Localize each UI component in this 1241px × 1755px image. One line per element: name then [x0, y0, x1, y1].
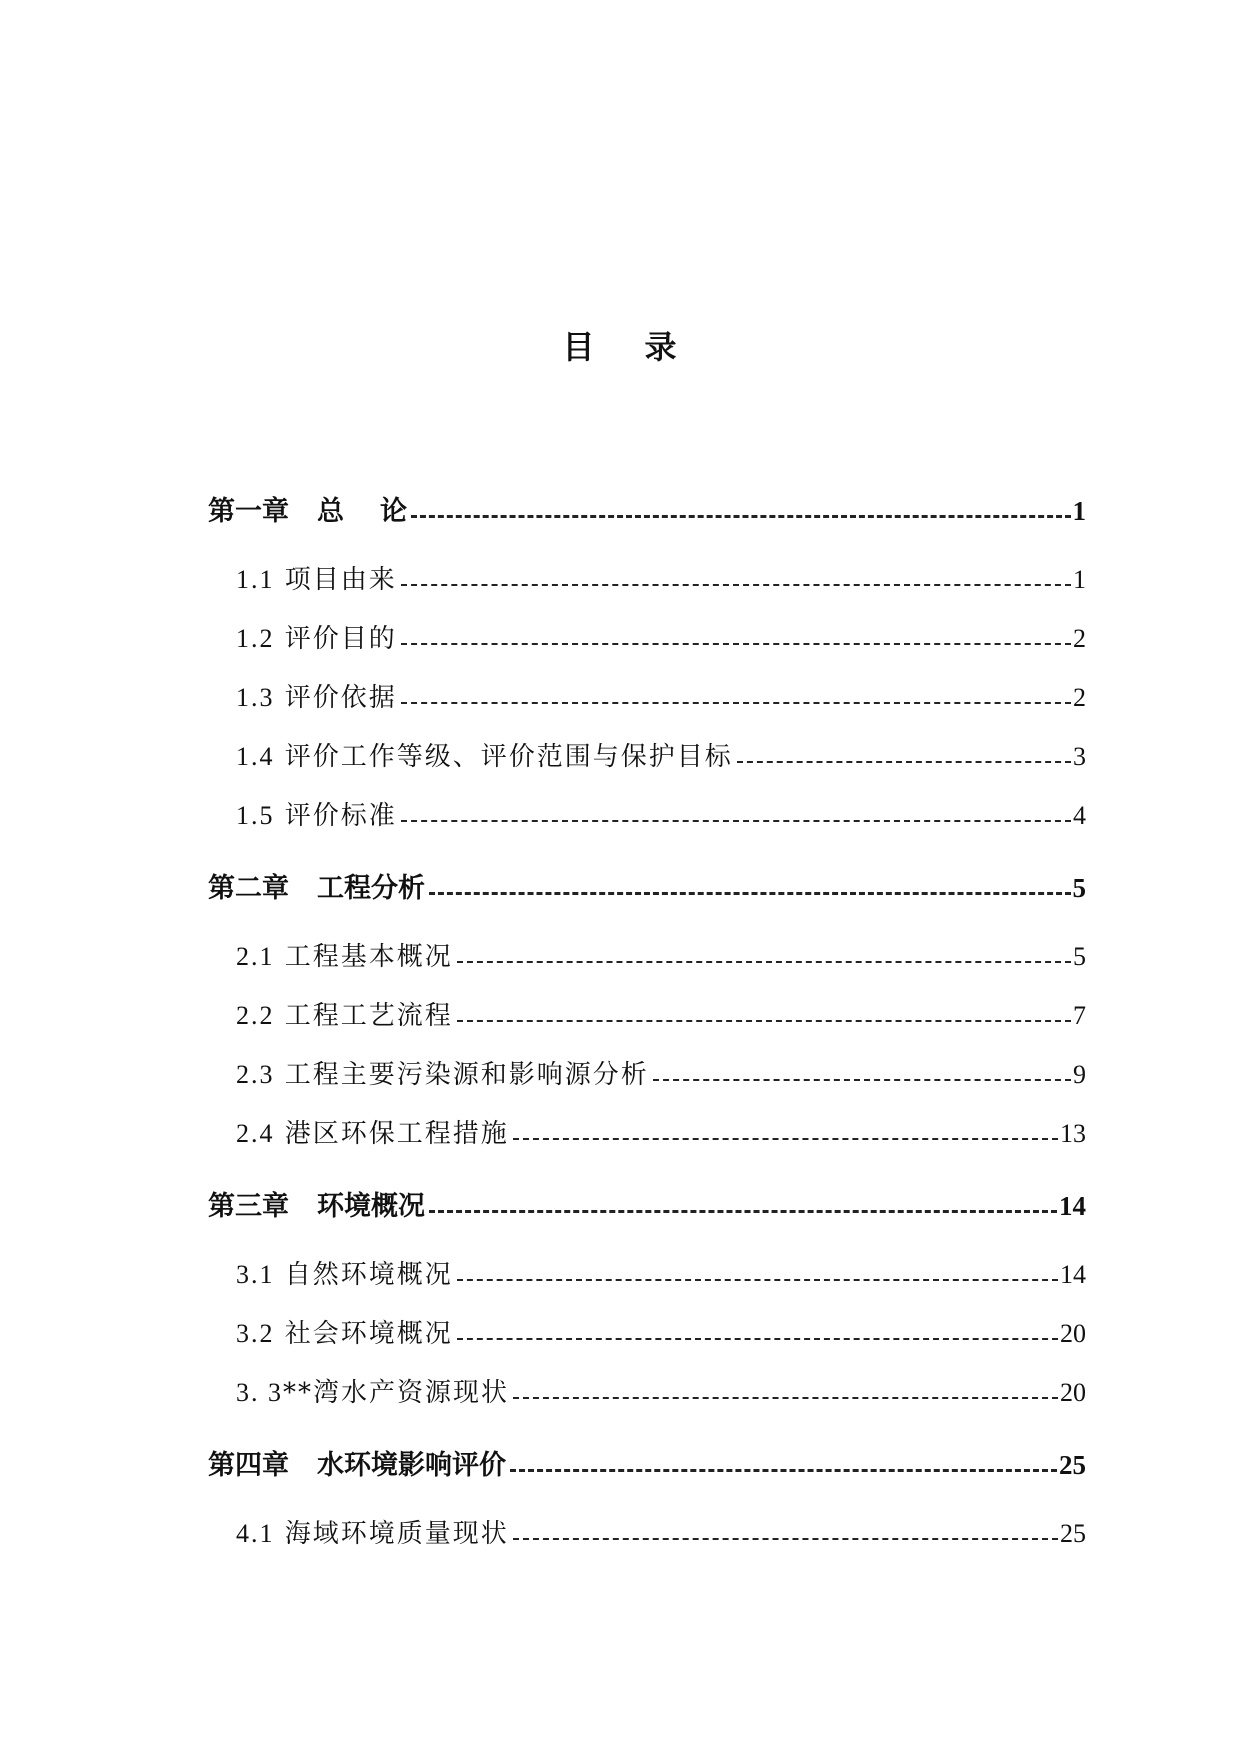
toc-page-number: 7	[1073, 1001, 1086, 1030]
dot-leader	[401, 820, 1071, 822]
dot-leader	[401, 584, 1071, 586]
toc-section-2-3[interactable]	[236, 1062, 1086, 1088]
toc-section-2-4[interactable]	[236, 1121, 1086, 1147]
toc-page-number: 9	[1073, 1060, 1086, 1089]
toc-page-number: 2	[1073, 624, 1086, 653]
dot-leader	[737, 761, 1071, 763]
page-title-part-2: 录	[644, 328, 679, 366]
toc-section-label: 2.3 工程主要污染源和影响源分析	[236, 1060, 649, 1090]
toc-page-number: 20	[1060, 1378, 1086, 1407]
toc-chapter-2[interactable]	[208, 875, 1086, 902]
toc-section-label: 3.2 社会环境概况	[236, 1319, 453, 1349]
toc-chapter-label: 第四章 水环境影响评价	[208, 1450, 506, 1481]
toc-section-label: 3.1 自然环境概况	[236, 1260, 453, 1290]
toc-chapter-1[interactable]	[208, 498, 1086, 525]
toc-page-number: 13	[1060, 1119, 1086, 1148]
toc-page-number: 25	[1060, 1519, 1086, 1548]
toc-section-label: 3. 3**湾水产资源现状	[236, 1378, 510, 1408]
toc-section-label: 2.2 工程工艺流程	[236, 1001, 453, 1031]
toc-page-number: 3	[1073, 742, 1086, 771]
dot-leader	[457, 1020, 1071, 1022]
toc-page-number: 5	[1072, 873, 1086, 903]
toc-section-4-1[interactable]	[236, 1521, 1086, 1547]
toc-section-label: 1.5 评价标准	[236, 801, 397, 831]
toc-chapter-4[interactable]	[208, 1452, 1086, 1479]
toc-section-label: 1.3 评价依据	[236, 683, 397, 713]
toc-page-number: 2	[1073, 683, 1086, 712]
dot-leader	[457, 1338, 1058, 1340]
toc-section-label: 2.1 工程基本概况	[236, 942, 453, 972]
toc-page-number: 4	[1073, 801, 1086, 830]
toc-chapter-label: 第二章 工程分析	[208, 873, 425, 904]
toc-section-1-3[interactable]	[236, 685, 1086, 711]
toc-page-number: 25	[1059, 1450, 1086, 1480]
toc-section-1-4[interactable]	[236, 744, 1086, 770]
toc-page-number: 14	[1059, 1191, 1086, 1221]
dot-leader	[429, 1210, 1057, 1213]
toc-page-number: 20	[1060, 1319, 1086, 1348]
toc-section-2-2[interactable]	[236, 1003, 1086, 1029]
toc-section-label: 1.2 评价目的	[236, 624, 397, 654]
page-title-part-1: 目	[562, 328, 597, 366]
toc-page-number: 14	[1060, 1260, 1086, 1289]
toc-section-2-1[interactable]	[236, 944, 1086, 970]
dot-leader	[513, 1138, 1058, 1140]
dot-leader	[429, 892, 1071, 895]
toc-section-1-2[interactable]	[236, 626, 1086, 652]
toc-section-3-1[interactable]	[236, 1262, 1086, 1288]
toc-section-3-3[interactable]	[236, 1380, 1086, 1406]
dot-leader	[457, 1279, 1058, 1281]
toc-chapter-label: 第一章 总 论	[208, 496, 407, 527]
toc-section-label: 2.4 港区环保工程措施	[236, 1119, 509, 1149]
dot-leader	[510, 1469, 1057, 1472]
dot-leader	[653, 1079, 1071, 1081]
toc-section-label: 1.4 评价工作等级、评价范围与保护目标	[236, 742, 733, 772]
dot-leader	[401, 702, 1071, 704]
toc-section-1-5[interactable]	[236, 803, 1086, 829]
dot-leader	[513, 1397, 1058, 1399]
toc-chapter-label: 第三章 环境概况	[208, 1191, 425, 1222]
toc-page-number: 1	[1072, 496, 1086, 526]
dot-leader	[457, 961, 1071, 963]
toc-section-label: 1.1 项目由来	[236, 565, 397, 595]
toc-section-1-1[interactable]	[236, 567, 1086, 593]
page-title	[0, 322, 1241, 368]
toc-section-3-2[interactable]	[236, 1321, 1086, 1347]
dot-leader	[401, 643, 1071, 645]
dot-leader	[513, 1538, 1058, 1540]
dot-leader	[411, 515, 1071, 518]
toc-chapter-3[interactable]	[208, 1193, 1086, 1220]
toc-page-number: 1	[1073, 565, 1086, 594]
toc-section-label: 4.1 海域环境质量现状	[236, 1519, 509, 1549]
toc-page-number: 5	[1073, 942, 1086, 971]
